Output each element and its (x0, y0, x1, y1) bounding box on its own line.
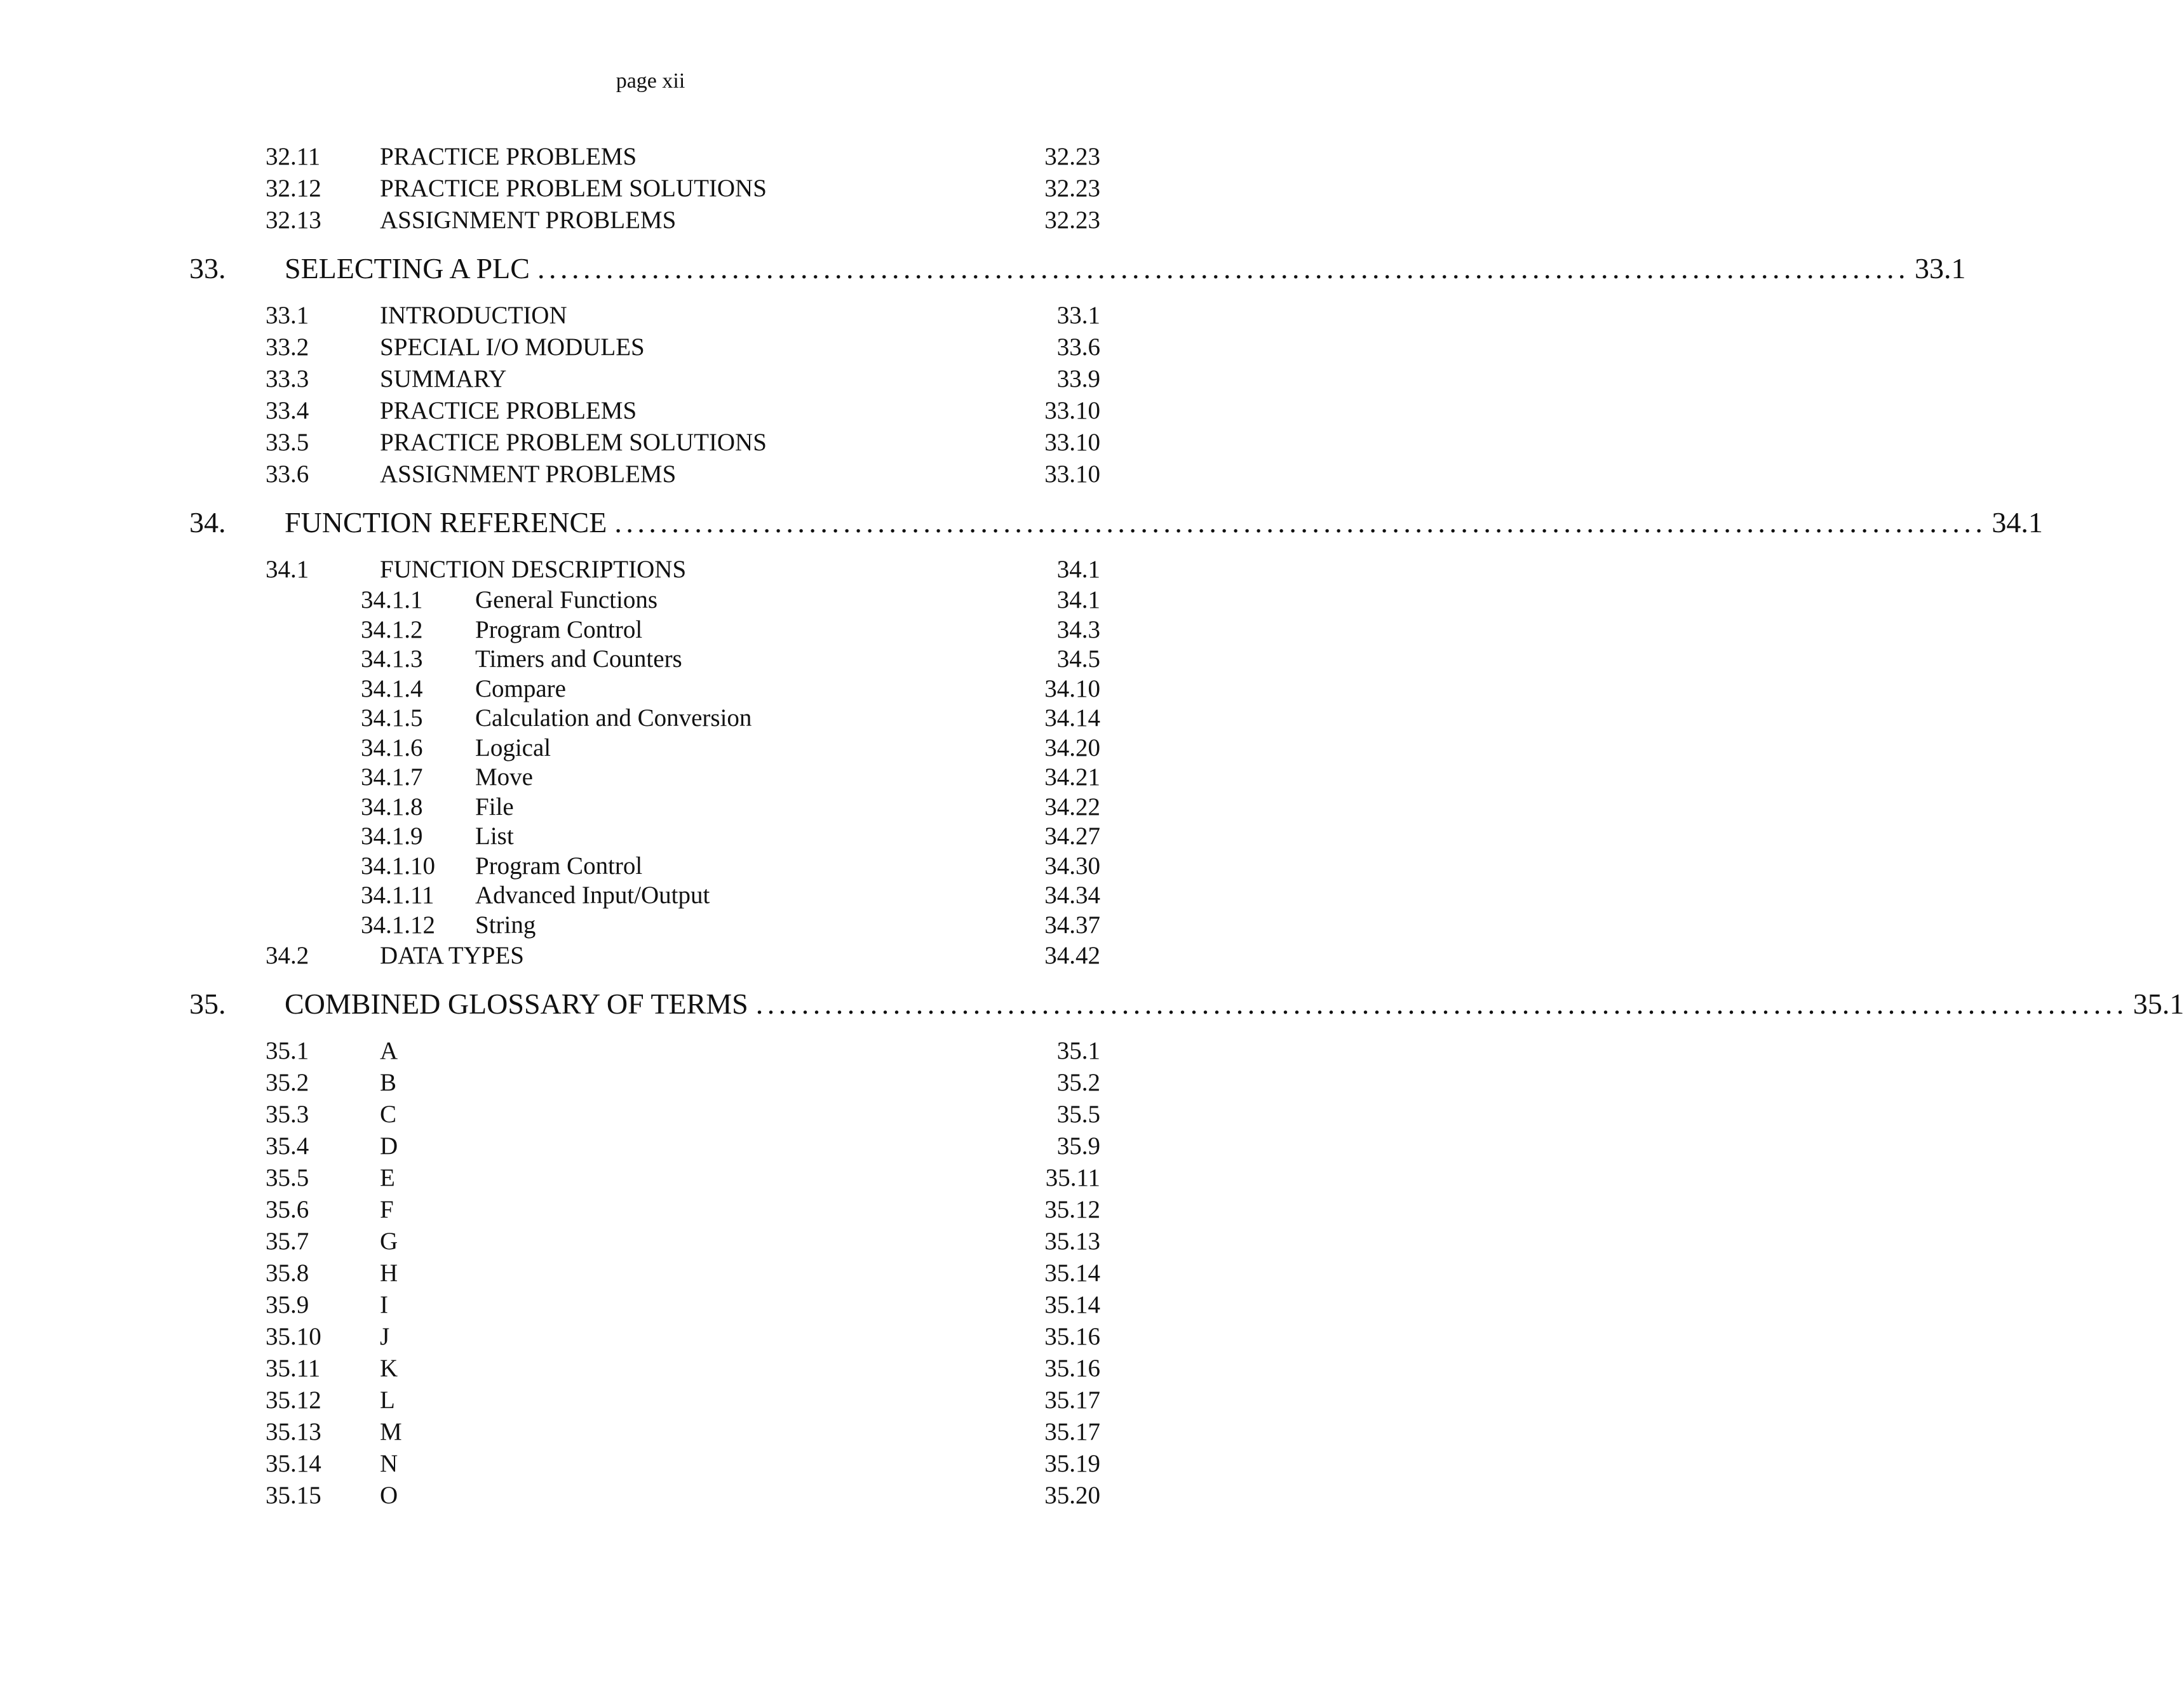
section-page-number: 33.6 (1056, 333, 1100, 361)
section-title: N (380, 1450, 398, 1477)
toc-section-entry (0, 141, 1301, 173)
section-title: L (380, 1386, 395, 1414)
chapter-title: SELECTING A PLC (285, 252, 530, 285)
section-title: SUMMARY (380, 365, 507, 392)
chapter-number: 33. (189, 252, 226, 285)
section-title: J (380, 1323, 390, 1350)
section-title: Program Control (475, 615, 643, 643)
section-number: 35.13 (266, 1418, 321, 1445)
table-of-contents (0, 141, 2184, 1512)
section-page-number: 34.20 (1044, 734, 1100, 761)
section-page-number: 34.1 (1056, 556, 1100, 583)
section-number: 35.11 (266, 1355, 321, 1382)
toc-subsection-entry (0, 645, 1301, 674)
section-number: 33.6 (266, 460, 309, 488)
section-page-number: 34.3 (1056, 615, 1100, 643)
toc-section-entry (0, 1130, 1301, 1162)
section-number: 34.1.8 (361, 793, 423, 821)
toc-chapter-heading (0, 982, 2184, 1026)
section-number: 35.7 (266, 1228, 309, 1255)
toc-section-entry (0, 554, 1301, 586)
section-title: E (380, 1164, 395, 1191)
section-number: 34.1.5 (361, 704, 423, 732)
section-title: FUNCTION DESCRIPTIONS (380, 556, 687, 583)
section-number: 35.5 (266, 1164, 309, 1191)
section-number: 33.1 (266, 302, 309, 329)
section-title: O (380, 1482, 398, 1509)
section-title: File (475, 793, 514, 821)
section-number: 35.15 (266, 1482, 321, 1509)
section-title: G (380, 1228, 398, 1255)
section-title: Compare (475, 674, 566, 702)
section-page-number: 35.20 (1044, 1482, 1100, 1509)
section-page-number: 34.10 (1044, 674, 1100, 702)
toc-section-entry (0, 1194, 1301, 1226)
toc-section-entry (0, 1416, 1301, 1448)
section-title: Timers and Counters (475, 645, 682, 673)
section-number: 34.1.10 (361, 852, 435, 880)
toc-section-entry (0, 1099, 1301, 1130)
toc-section-entry (0, 1448, 1301, 1480)
chapter-line (285, 246, 1966, 291)
section-title: ASSIGNMENT PROBLEMS (380, 460, 677, 488)
chapter-line (285, 982, 2184, 1026)
chapter-line (285, 500, 2043, 545)
section-page-number: 35.12 (1044, 1196, 1100, 1223)
toc-subsection-entry (0, 793, 1301, 822)
section-number: 35.2 (266, 1069, 309, 1096)
toc-chapter-heading (0, 500, 2043, 545)
section-number: 34.1 (266, 556, 309, 583)
toc-section-entry (0, 1289, 1301, 1321)
section-page-number: 33.10 (1044, 460, 1100, 488)
section-page-number: 34.42 (1044, 942, 1100, 969)
section-page-number: 35.9 (1056, 1132, 1100, 1160)
section-number: 34.1.11 (361, 882, 435, 909)
section-title: DATA TYPES (380, 942, 524, 969)
chapter-number: 35. (189, 988, 226, 1020)
section-page-number: 35.16 (1044, 1323, 1100, 1350)
chapter-page-number: 33.1 (1914, 252, 1966, 285)
section-number: 35.1 (266, 1037, 309, 1064)
section-title: C (380, 1101, 397, 1128)
section-title: PRACTICE PROBLEM SOLUTIONS (380, 175, 767, 202)
section-number: 35.14 (266, 1450, 321, 1477)
section-title: SPECIAL I/O MODULES (380, 333, 645, 361)
section-number: 35.6 (266, 1196, 309, 1223)
section-page-number: 33.10 (1044, 397, 1100, 424)
section-number: 34.2 (266, 942, 309, 969)
section-title: D (380, 1132, 398, 1160)
section-page-number: 34.21 (1044, 763, 1100, 791)
section-title: General Functions (475, 586, 658, 614)
section-title: F (380, 1196, 394, 1223)
toc-subsection-entry (0, 852, 1301, 882)
section-page-number: 34.22 (1044, 793, 1100, 821)
section-title: A (380, 1037, 398, 1064)
section-page-number: 35.17 (1044, 1386, 1100, 1414)
section-title: String (475, 911, 536, 939)
section-title: H (380, 1259, 398, 1287)
section-number: 35.4 (266, 1132, 309, 1160)
chapter-title: COMBINED GLOSSARY OF TERMS (285, 988, 748, 1020)
section-page-number: 32.23 (1044, 175, 1100, 202)
section-number: 35.9 (266, 1291, 309, 1318)
section-page-number: 35.5 (1056, 1101, 1100, 1128)
section-page-number: 35.2 (1056, 1069, 1100, 1096)
section-title: K (380, 1355, 398, 1382)
section-title: I (380, 1291, 388, 1318)
section-title: B (380, 1069, 397, 1096)
section-page-number: 35.14 (1044, 1291, 1100, 1318)
section-page-number: 35.11 (1045, 1164, 1100, 1191)
section-title: PRACTICE PROBLEMS (380, 143, 637, 170)
toc-subsection-entry (0, 615, 1301, 645)
section-number: 33.3 (266, 365, 309, 392)
toc-section-entry (0, 205, 1301, 236)
section-title: Calculation and Conversion (475, 704, 752, 732)
toc-section-entry (0, 940, 1301, 972)
section-page-number: 35.1 (1056, 1037, 1100, 1064)
section-page-number: 32.23 (1044, 206, 1100, 234)
section-title: PRACTICE PROBLEM SOLUTIONS (380, 429, 767, 456)
section-number: 35.10 (266, 1323, 321, 1350)
section-number: 35.12 (266, 1386, 321, 1414)
section-number: 35.3 (266, 1101, 309, 1128)
toc-section-entry (0, 1480, 1301, 1512)
section-page-number: 35.17 (1044, 1418, 1100, 1445)
section-page-number: 35.14 (1044, 1259, 1100, 1287)
toc-section-entry (0, 1226, 1301, 1257)
section-title: List (475, 822, 514, 850)
section-title: Move (475, 763, 533, 791)
toc-section-entry (0, 395, 1301, 427)
toc-section-entry (0, 173, 1301, 205)
toc-subsection-entry (0, 763, 1301, 793)
chapter-number: 34. (189, 506, 226, 539)
toc-section-entry (0, 300, 1301, 332)
section-page-number: 32.23 (1044, 143, 1100, 170)
section-page-number: 33.10 (1044, 429, 1100, 456)
section-number: 34.1.2 (361, 615, 423, 643)
section-number: 32.12 (266, 175, 321, 202)
section-page-number: 34.34 (1044, 882, 1100, 909)
section-page-number: 35.19 (1044, 1450, 1100, 1477)
section-number: 34.1.3 (361, 645, 423, 673)
section-page-number: 33.1 (1056, 302, 1100, 329)
section-number: 35.8 (266, 1259, 309, 1287)
section-number: 33.4 (266, 397, 309, 424)
toc-subsection-entry (0, 881, 1301, 911)
toc-subsection-entry (0, 822, 1301, 852)
toc-section-entry (0, 363, 1301, 395)
toc-section-entry (0, 1321, 1301, 1353)
section-number: 34.1.1 (361, 586, 423, 614)
section-page-number: 34.27 (1044, 822, 1100, 850)
section-number: 32.11 (266, 143, 321, 170)
toc-section-entry (0, 1353, 1301, 1385)
section-number: 34.1.6 (361, 734, 423, 761)
chapter-page-number: 34.1 (1992, 506, 2043, 539)
section-title: INTRODUCTION (380, 302, 567, 329)
section-number: 33.5 (266, 429, 309, 456)
toc-subsection-entry (0, 674, 1301, 704)
toc-subsection-entry (0, 704, 1301, 734)
section-title: PRACTICE PROBLEMS (380, 397, 637, 424)
toc-subsection-entry (0, 734, 1301, 763)
section-page-number: 34.37 (1044, 911, 1100, 939)
section-number: 34.1.7 (361, 763, 423, 791)
section-page-number: 34.14 (1044, 704, 1100, 732)
section-title: M (380, 1418, 402, 1445)
toc-section-entry (0, 1035, 1301, 1067)
page-header: page xii (616, 69, 685, 93)
section-page-number: 34.5 (1056, 645, 1100, 673)
section-number: 32.13 (266, 206, 321, 234)
toc-section-entry (0, 332, 1301, 363)
section-number: 34.1.4 (361, 674, 423, 702)
dot-leader: ........................................................................................................................ (614, 506, 1987, 539)
toc-subsection-entry (0, 586, 1301, 615)
toc-chapter-heading (0, 246, 1966, 291)
section-page-number: 34.1 (1056, 586, 1100, 614)
section-page-number: 34.30 (1044, 852, 1100, 880)
chapter-title: FUNCTION REFERENCE (285, 506, 607, 539)
toc-section-entry (0, 1385, 1301, 1416)
section-number: 34.1.12 (361, 911, 435, 939)
section-title: Logical (475, 734, 551, 761)
toc-section-entry (0, 1162, 1301, 1194)
section-page-number: 35.13 (1044, 1228, 1100, 1255)
toc-section-entry (0, 427, 1301, 459)
toc-section-entry (0, 1257, 1301, 1289)
section-title: Program Control (475, 852, 643, 880)
section-page-number: 33.9 (1056, 365, 1100, 392)
section-number: 33.2 (266, 333, 309, 361)
toc-section-entry (0, 459, 1301, 490)
dot-leader: ........................................................................................................................ (537, 252, 1910, 285)
section-title: Advanced Input/Output (475, 882, 710, 909)
toc-section-entry (0, 1067, 1301, 1099)
section-page-number: 35.16 (1044, 1355, 1100, 1382)
section-number: 34.1.9 (361, 822, 423, 850)
toc-subsection-entry (0, 911, 1301, 941)
chapter-page-number: 35.1 (2133, 988, 2184, 1020)
dot-leader: ........................................................................................................................ (755, 988, 2128, 1020)
section-title: ASSIGNMENT PROBLEMS (380, 206, 677, 234)
